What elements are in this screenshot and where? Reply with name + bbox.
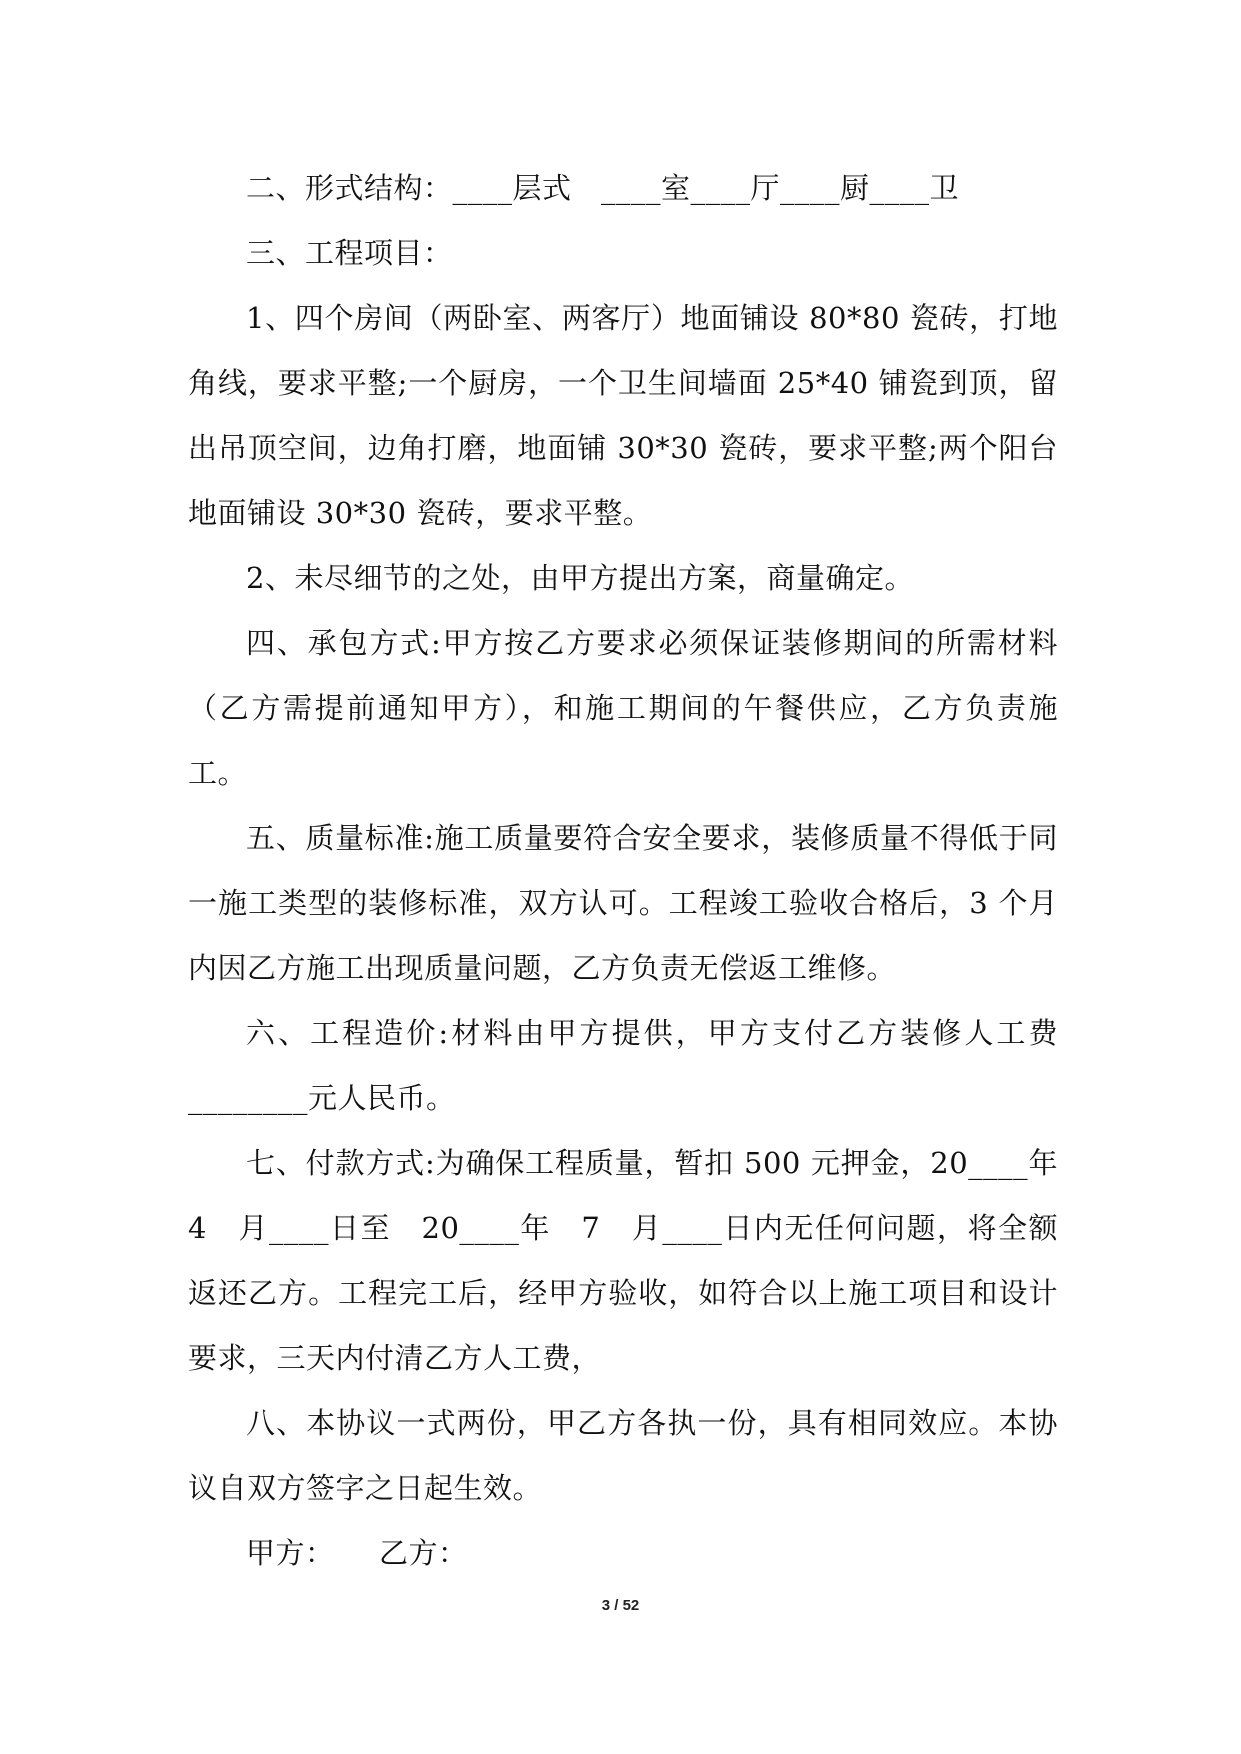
paragraph-item-2: 2、未尽细节的之处，由甲方提出方案，商量确定。 bbox=[246, 561, 914, 595]
paragraph-project-items-heading: 三、工程项目： bbox=[246, 236, 453, 270]
page-number: 3 / 52 bbox=[601, 1597, 640, 1614]
paragraph-form-structure: 二、形式结构：____层式 ____室____厅____厨____卫 bbox=[246, 171, 960, 205]
paragraph-quality-standard: 五、质量标准:施工质量要符合安全要求，装修质量不得低于同一施工类型的装修标准，双方认可。工程竣工验收合格后，3 个月内因乙方施工出现质量问题，乙方负责无偿返工维修。 bbox=[188, 821, 1058, 985]
paragraph-project-cost: 六、工程造价:材料由甲方提供，甲方支付乙方装修人工费________元人民币。 bbox=[188, 1016, 1058, 1115]
paragraph-contract-method: 四、承包方式:甲方按乙方要求必须保证装修期间的所需材料（乙方需提前通知甲方），和施工期间的午餐供应，乙方负责施工。 bbox=[188, 626, 1058, 790]
paragraph-item-1: 1、四个房间（两卧室、两客厅）地面铺设 80*80 瓷砖，打地角线，要求平整;一个厨房，一个卫生间墙面 25*40 铺瓷到顶，留出吊顶空间，边角打磨，地面铺 30*30 瓷砖，要求平整;两个阳台地面铺设 30*30 瓷砖，要求平整。 bbox=[188, 301, 1058, 530]
paragraph-agreement-copies: 八、本协议一式两份，甲乙方各执一份，具有相同效应。本协议自双方签字之日起生效。 bbox=[188, 1406, 1058, 1505]
paragraph-signatures: 甲方： 乙方： bbox=[246, 1536, 468, 1570]
document-body bbox=[188, 156, 1088, 1586]
paragraph-payment-method: 七、付款方式:为确保工程质量，暂扣 500 元押金，20____年 4 月____日至 20____年 7 月____日内无任何问题，将全额返还乙方。工程完工后，经甲方验收，如符合以上施工项目和设计要求，三天内付清乙方人工费， bbox=[188, 1146, 1088, 1375]
